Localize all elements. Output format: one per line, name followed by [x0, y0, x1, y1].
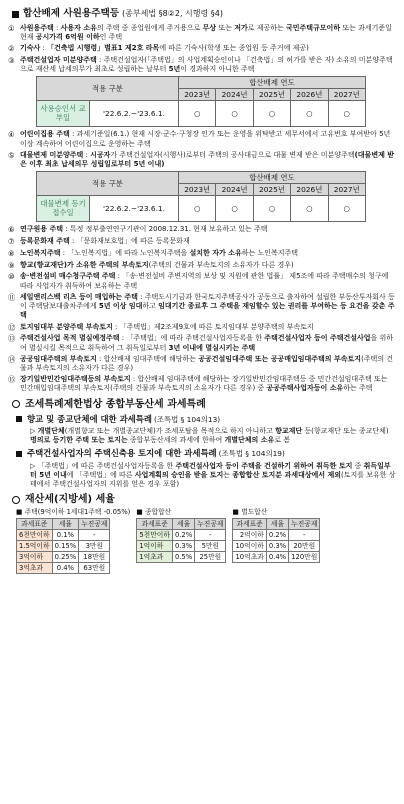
circle-bullet-icon — [12, 496, 20, 504]
list-item — [8, 130, 396, 148]
section-title-text: 합산배제 사원용주택등 — [23, 8, 120, 19]
item-text: 향교(향교재단)가 소유한 주택의 부속토지(주택의 건물과 부속토지의 소유자가 다른 경우) — [20, 260, 294, 269]
section-title-special-tax — [12, 398, 396, 411]
list-item — [8, 355, 396, 373]
table-row: 3억이하 0.25% 18만원 — [17, 552, 110, 563]
tax-rate-tables — [16, 508, 396, 574]
year-header: 2025년 — [253, 184, 290, 196]
item-text: 노인복지주택 : 「노인복지법」에 따라 노인복지주택을 설치한 자가 소유하는 노인복지주택 — [20, 248, 299, 257]
item-number: ③ — [8, 55, 15, 65]
mark-cell: ○ — [216, 101, 253, 127]
item-text: 대물변제 미분양주택 : 시공자가 주택건설업자(시행사)로부터 주택의 공사대금으로 대물 변제 받은 미분양주택(대물변제 받은 이후 최초 납세의무 성립일로부터 5년 이내) — [20, 150, 395, 169]
item-number: ⑭ — [8, 354, 16, 364]
mark-cell: ○ — [328, 101, 365, 127]
item-text: 공공임대주택의 부속토지 : 합산배제 임대주택에 해당하는 공공건설임대주택 또는 공공매입임대주택의 부속토지(주택의 건물과 부속토지의 소유자가 다른 경우) — [20, 354, 394, 372]
item-number: ⑮ — [8, 375, 16, 385]
table-row: 1.5억이하 0.15% 3만원 — [17, 541, 110, 552]
year-header: 2026년 — [291, 184, 328, 196]
arrow-icon: ▷ — [30, 461, 36, 470]
item-number: ⑪ — [8, 292, 16, 302]
list-item — [8, 237, 396, 247]
item-number: ① — [8, 23, 15, 33]
subsection-title-text: 주택건설사업자의 주택신축용 토지에 대한 과세특례 — [27, 448, 217, 459]
combined-rate-block — [136, 508, 226, 574]
year-header: 2023년 — [179, 89, 216, 101]
housing-rate-table — [16, 518, 110, 574]
separate-rate-table — [232, 518, 320, 563]
year-header: 2027년 — [328, 184, 365, 196]
list-item — [8, 261, 396, 271]
year-header: 2024년 — [216, 184, 253, 196]
list-item — [8, 249, 396, 259]
table-header: 과세표준 — [233, 519, 266, 530]
table-header: 누진공제 — [289, 519, 320, 530]
item-number: ② — [8, 44, 15, 54]
item-number: ⑩ — [8, 272, 15, 282]
item-number: ⑤ — [8, 150, 15, 160]
item-number: ⑨ — [8, 260, 15, 270]
table-row: 1억이하 0.3% 5만원 — [137, 541, 226, 552]
subsection-ref: (조특법 § 104의13) — [153, 414, 221, 424]
list-item — [8, 272, 396, 290]
period-cell: '22.6.2.~'23.6.1. — [90, 196, 179, 222]
table-row: 10억초과 0.4% 120만원 — [233, 552, 320, 563]
mark-cell: ○ — [216, 196, 253, 222]
table-header: 세율 — [172, 519, 194, 530]
arrow-icon: ▷ — [30, 426, 36, 435]
section-title-exclusion — [12, 8, 396, 21]
year-header: 2025년 — [253, 89, 290, 101]
list-item — [8, 225, 396, 235]
square-bullet-icon — [12, 11, 19, 18]
mark-cell: ○ — [328, 196, 365, 222]
mark-cell: ○ — [291, 101, 328, 127]
list-item — [8, 44, 396, 54]
list-item — [8, 293, 396, 321]
table-header: 세율 — [52, 519, 79, 530]
paragraph: ▷ 「주택법」에 따른 주택건설사업자등록을 한 주택건설사업자 등이 주택을 건설하기 위하여 취득한 토지 중 취득일부터 5년 이내에 「주택법」에 따른 사업계획의 승인을 받을 토지는 종합합산 토지분 과세대상에서 제외(토지를 보유한 상태에서 주택건설사업자의 지위를 얻은 경우 포함) — [30, 461, 396, 489]
item-number: ⑫ — [8, 322, 16, 332]
section-title-text: 조세특례제한법상 종합부동산세 과세특례 — [25, 398, 206, 410]
list-item — [8, 323, 396, 333]
list-item — [8, 151, 396, 169]
list-item — [8, 375, 396, 393]
item-text: 토지임대부 분양주택 부속토지 : 「주택법」제2조제9호에 따른 토지임대부 분양주택의 부속토지 — [20, 322, 314, 331]
row-label: 대물변제 등기접수일 — [37, 196, 90, 222]
period-cell: '22.6.2.~'23.6.1. — [90, 101, 179, 127]
item-text: 송·변전설비 매수청구주택 주택 : 「송·변전설비 주변지역의 보상 및 지원에 관한 법률」 제5조에 따라 주택매수의 청구에 따라 사업자가 취득하여 보유하는 주택 — [20, 272, 389, 290]
table-header: 합산배제 연도 — [179, 77, 366, 89]
item-text: 세일앤리스백 리츠 등이 매입하는 주택 : 주택도시기금과 한국토지주택공사가 공동으로 출자하여 설립한 부동산투자회사 등이 주택담보대출차주에게 5년 이상 임대하고 임대기간 종료후 그 주택을 재임할수 있는 권리를 부여하는 등 요건을 갖춘 주택 — [20, 292, 395, 320]
square-bullet-icon — [16, 416, 22, 422]
table-header: 적용 구분 — [37, 77, 179, 101]
mark-cell: ○ — [179, 196, 216, 222]
item-text: 연구원용 주택 : 특정 정부출연연구기관이 2008.12.31. 현재 보유하고 있는 주택 — [20, 225, 268, 234]
mark-cell: ○ — [253, 196, 290, 222]
table-header: 누진공제 — [195, 519, 226, 530]
item-number: ⑦ — [8, 237, 15, 247]
item-number: ⑬ — [8, 334, 16, 344]
item-text: 주택건설사업 목적 멸실예정주택 : 「주택법」에 따라 주택건설사업자등록을 한 주택건설사업자 등이 주택건설사업을 위하여 멸실시킬 목적으로 취득하여 그 취득일로부터 3년 이내에 멸실시키는 주택 — [20, 334, 394, 352]
item-text: 등록문화재 주택 : 「문화재보호법」에 따른 등록문화재 — [20, 237, 190, 246]
item-number: ⑧ — [8, 248, 15, 258]
year-header: 2026년 — [291, 89, 328, 101]
table-row: 10억이하 0.3% 20만원 — [233, 541, 320, 552]
circle-bullet-icon — [12, 400, 20, 408]
table-row: 3억초과 0.4% 63만원 — [17, 563, 110, 574]
combined-rate-title: ■ 종합합산 — [136, 508, 172, 517]
table-header: 적용 구분 — [37, 172, 179, 196]
table-row: 6천만이하 0.1% - — [17, 530, 110, 541]
table-header: 합산배제 연도 — [179, 172, 366, 184]
mark-cell: ○ — [253, 101, 290, 127]
square-bullet-icon — [16, 451, 22, 457]
separate-rate-title: ■ 별도합산 — [232, 508, 268, 517]
subsection-ref: (조특법 § 104의19) — [218, 449, 285, 459]
housing-rate-title: ■ 주택(9억이하 1세대1주택 -0.05%) — [16, 508, 131, 517]
table-header: 누진공제 — [79, 519, 110, 530]
table-header: 과세표준 — [137, 519, 173, 530]
section-title-ref: (종부세법 §8②2, 시행령 §4) — [122, 9, 223, 19]
list-item — [8, 334, 396, 352]
item-number: ④ — [8, 130, 15, 140]
table-row: 5천만이하 0.2% - — [137, 530, 226, 541]
item-text: 주택건설업자 미분양주택 : 주택건설업자(「주택법」의 사업계획승인이나 「건축법」의 허가를 받은 자) 소유의 미분양주택으로 재산세 납세의무가 최초로 성립하는 날부터 5년이 경과하지 아니한 주택 — [20, 55, 393, 74]
combined-rate-table — [136, 518, 226, 563]
list-item — [8, 56, 396, 74]
item-text: 어린이집용 주택 : 과세기준일(6.1.) 현재 시장·군수·구청장 인가 또는 운영을 위탁받고 세무서에서 고유번호 부여받아 5년 이상 계속하여 어린이집으로 운영하는 주택 — [20, 130, 391, 148]
list-item — [8, 24, 396, 42]
item-number: ⑥ — [8, 225, 15, 235]
year-header: 2024년 — [216, 89, 253, 101]
subsection-title-builder-land — [16, 448, 396, 459]
section-title-text: 재산세(지방세) 세율 — [25, 494, 115, 506]
section-title-property-tax — [12, 493, 396, 506]
paragraph: ▷ 개별단체(개별향교 또는 개별종교단체)가 조세포탈을 목적으로 하지 아니하고 향교재단 등(향교재단 또는 종교단체) 명의로 등기한 주택 또는 토지는 종합부동산세의 과세에 한하여 개별단체의 소유로 봄 — [30, 426, 389, 445]
table-header: 세율 — [266, 519, 288, 530]
item-text: 장기일반민간임대주택등의 부속토지 : 합산배제 임대주택에 해당하는 장기일반민간임대주택등 중 민간건설임대주택 또는 민간매입임대주택의 부속토지(주택의 건물과 부속토지의 소유자가 다른 경우) 중 공공주택사업자등이 소유하는 주택 — [20, 375, 388, 393]
item-text: 사원용주택 : 사용자 소유의 주택 중 종업원에게 주거용으로 무상 또는 저가로 제공하는 국민주택규모이하 또는 과세기준일 현재 공시가격 6억원 이하인 주택 — [20, 23, 392, 41]
subsection-title-religious — [16, 414, 396, 425]
item-text: 기숙사 : 「건축법 시행령」별표1 제2호 라목에 따른 기숙사(학생 또는 종업원 등 주거에 제공) — [20, 44, 309, 53]
exclusion-year-table-1 — [36, 76, 366, 127]
mark-cell: ○ — [179, 101, 216, 127]
subsection-title-text: 향교 및 종교단체에 대한 과세특례 — [27, 413, 152, 424]
table-header: 과세표준 — [17, 519, 53, 530]
table-row: 1억초과 0.5% 25만원 — [137, 552, 226, 563]
housing-rate-block — [16, 508, 130, 574]
table-row: 2억이하 0.2% - — [233, 530, 320, 541]
exclusion-year-table-2 — [36, 171, 366, 222]
separate-rate-block — [232, 508, 320, 574]
row-label: 사용승인서 교부일 — [37, 101, 90, 127]
year-header: 2023년 — [179, 184, 216, 196]
year-header: 2027년 — [328, 89, 365, 101]
mark-cell: ○ — [291, 196, 328, 222]
